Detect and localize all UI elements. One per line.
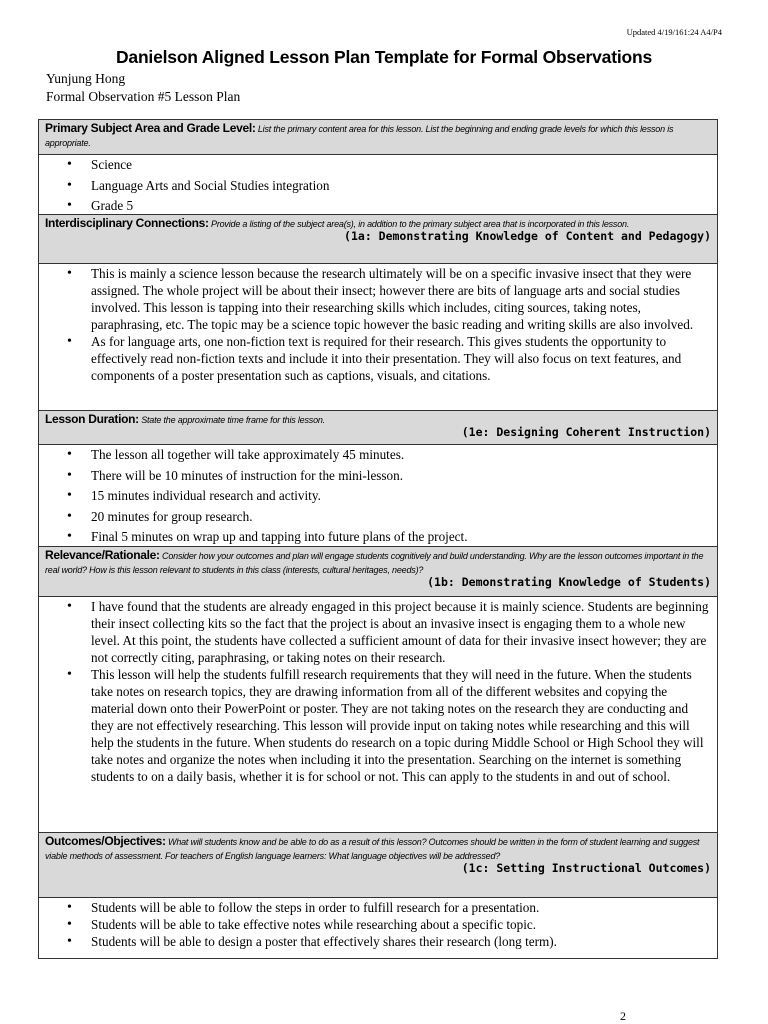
- section-header-primary-subject: [39, 120, 717, 155]
- bullet-list: [67, 598, 711, 785]
- list-item: • 20 minutes for group research.: [67, 508, 711, 525]
- bullet-list: [67, 446, 711, 545]
- list-item: • As for language arts, one non-fiction text is required for their research. This gives students the opportunity to effectively read non-fiction texts and include it into their presentation. They will also focus on text features, and components of a poster presentation such as captions, visuals, and citations.: [67, 333, 711, 384]
- section-description: Consider how your outcomes and plan will engage students cognitively and build understanding. Why are the lesson outcomes important in the real world? How is this lesson relevant to students in this class (interests, cultural heritages, needs)?: [45, 551, 704, 575]
- section-body-relevance: [39, 597, 717, 833]
- danielson-domain-label: (1c: Setting Instructional Outcomes): [461, 861, 711, 875]
- list-item: • 15 minutes individual research and activity.: [67, 487, 711, 504]
- bullet-list: [67, 265, 711, 384]
- author-name: Yunjung Hong: [46, 71, 126, 86]
- list-item: • Students will be able to take effective notes while researching about a specific topic.: [67, 916, 711, 933]
- list-item: • Students will be able to design a poster that effectively shares their research (long term).: [67, 933, 711, 950]
- section-description: What will students know and be able to do as a result of this lesson? Outcomes should be written in the form of student learning and suggest viable methods of assessment. For teachers of English language learners: What language objectives will be addressed?: [45, 837, 700, 861]
- lesson-plan-table: [38, 119, 718, 959]
- document-subtitle: Formal Observation #5 Lesson Plan: [46, 89, 241, 104]
- updated-note: Updated 4/19/161:24 A4/P4: [626, 27, 722, 37]
- section-header-interdisciplinary: [39, 215, 717, 264]
- section-label: Interdisciplinary Connections:: [45, 216, 209, 230]
- section-label: Primary Subject Area and Grade Level:: [45, 121, 256, 135]
- section-label: Outcomes/Objectives:: [45, 834, 166, 848]
- section-header-relevance: [39, 547, 717, 597]
- list-item: • Language Arts and Social Studies integration: [67, 177, 711, 194]
- list-item: • Students will be able to follow the steps in order to fulfill research for a presentation.: [67, 899, 711, 916]
- list-item: • Grade 5: [67, 197, 711, 214]
- bullet-list: [67, 899, 711, 950]
- danielson-domain-label: (1a: Demonstrating Knowledge of Content and Pedagogy): [344, 229, 711, 243]
- danielson-domain-label: (1e: Designing Coherent Instruction): [461, 425, 711, 439]
- section-body-lesson-duration: [39, 445, 717, 547]
- danielson-domain-label: (1b: Demonstrating Knowledge of Students): [427, 575, 711, 589]
- section-header-lesson-duration: [39, 411, 717, 445]
- section-label: Relevance/Rationale:: [45, 548, 160, 562]
- section-label: Lesson Duration:: [45, 412, 139, 426]
- section-description: List the primary content area for this lesson. List the beginning and ending grade levels for which this lesson is appropriate.: [45, 124, 674, 148]
- page-number: 2: [620, 1009, 626, 1023]
- section-header-outcomes: [39, 833, 717, 898]
- section-body-primary-subject: [39, 155, 717, 215]
- list-item: • I have found that the students are already engaged in this project because it is mainly science. Students are beginning their insect collecting kits so the fact that the project is about an invasive insect is engaging them to a whole new level. At this point, the students have collected a sufficient amount of data for their invasive insect however; they are not correctly citing, paraphrasing, or taking notes on their research.: [67, 598, 711, 666]
- list-item: • Science: [67, 156, 711, 173]
- bullet-list: [67, 156, 711, 214]
- list-item: • Final 5 minutes on wrap up and tapping into future plans of the project.: [67, 528, 711, 545]
- section-body-interdisciplinary: [39, 264, 717, 411]
- section-description: State the approximate time frame for this lesson.: [141, 415, 325, 425]
- list-item: • The lesson all together will take approximately 45 minutes.: [67, 446, 711, 463]
- section-body-outcomes: [39, 898, 717, 958]
- section-description: Provide a listing of the subject area(s), in addition to the primary subject area that is incorporated in this lesson.: [211, 219, 630, 229]
- list-item: • There will be 10 minutes of instruction for the mini-lesson.: [67, 467, 711, 484]
- list-item: • This is mainly a science lesson because the research ultimately will be on a specific invasive insect that they were assigned. The whole project will be about their insect; however there are bits of language arts and social studies involved. This lesson is tapping into their researching skills which includes, citing sources, taking notes, paraphrasing, etc. The topic may be a science topic however the basic reading and writing skills are also involved.: [67, 265, 711, 333]
- page-title: Danielson Aligned Lesson Plan Template for Formal Observations: [115, 47, 653, 67]
- list-item: • This lesson will help the students fulfill research requirements that they will need in the future. When the students take notes on research topics, they are drawing information from all of the different websites and copying the material down onto their PowerPoint or poster. They are not taking notes on the research they are conducting and they are not effectively researching. This lesson will provide input on taking notes while researching and this will help the students in the future. When students do research on a topic during Middle School or High School they will take notes and organize the notes when including it into the presentation. Searching on the internet is something students to on a daily basis, whether it is for school or not. This can apply to the students in and out of school.: [67, 666, 711, 785]
